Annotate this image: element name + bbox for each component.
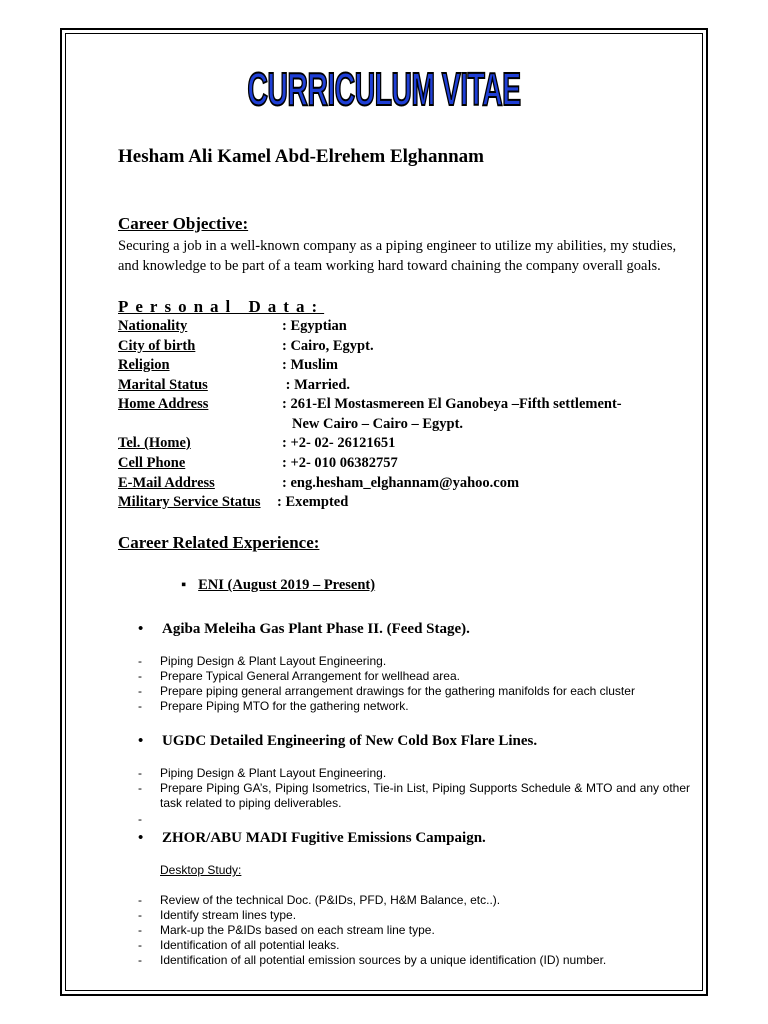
task-text: Review of the technical Doc. (P&IDs, PFD, H&M Balance, etc..). [160,893,501,907]
marital-status-value: : Married. [282,377,351,393]
task-text: Piping Design & Plant Layout Engineering. [160,654,387,668]
task-text: Identify stream lines type. [160,908,297,922]
career-objective-heading: Career Objective: [118,214,249,233]
desktop-study-subheading: Desktop Study: [160,863,242,877]
document-title: CURRICULUM VITAE [247,63,521,115]
project-name: Agiba Meleiha Gas Plant Phase II. (Feed Stage). [162,621,470,637]
task-text: Prepare piping general arrangement drawings for the gathering manifolds for each cluster [160,684,635,698]
task-text: Prepare Piping GA’s, Piping Isometrics, Tie-in List, Piping Supports Schedule & MTO and any other task related to piping deliverables. [160,781,690,810]
home-address-value-line2: New Cairo – Cairo – Egypt. [292,416,464,432]
career-objective-text: Securing a job in a well-known company as a piping engineer to utilize my abilities, my studies, and knowledge to be part of a team working hard toward chaining the company overall goals. [118,238,677,274]
email-value: : eng.hesham_elghannam@yahoo.com [282,475,520,491]
nationality-value: : Egyptian [282,318,347,334]
military-status-label: Military Service Status [118,494,261,510]
military-status-value: : Exempted [277,494,349,510]
city-of-birth-value: : Cairo, Egypt. [282,338,374,354]
job-entry [181,577,375,594]
project-name: UGDC Detailed Engineering of New Cold Box Flare Lines. [162,733,538,749]
square-bullet-icon: ▪ [181,577,187,593]
nationality-label: Nationality [118,318,188,334]
project-name: ZHOR/ABU MADI Fugitive Emissions Campaign. [162,830,486,846]
task-text: Prepare Piping MTO for the gathering network. [160,699,409,713]
home-address-value: : 261-El Mostasmereen El Ganobeya –Fifth settlement- [282,396,622,412]
page-border-inner [65,33,703,991]
tel-home-label: Tel. (Home) [118,435,191,451]
personal-data-heading: Personal Data: [118,297,325,316]
city-of-birth-label: City of birth [118,338,196,354]
email-label: E-Mail Address [118,475,215,491]
task-text: Identification of all potential emission sources by a unique identification (ID) number. [160,953,607,967]
religion-value: : Muslim [282,357,338,373]
task-text: Mark-up the P&IDs based on each stream line type. [160,923,435,937]
cell-phone-label: Cell Phone [118,455,186,471]
task-text: Prepare Typical General Arrangement for wellhead area. [160,669,460,683]
project-heading [138,621,470,638]
bullet-icon: • [138,830,144,846]
marital-status-label: Marital Status [118,377,208,393]
cell-phone-value: : +2- 010 06382757 [282,455,398,471]
candidate-name: Hesham Ali Kamel Abd-Elrehem Elghannam [118,146,484,167]
task-text: Piping Design & Plant Layout Engineering. [160,766,387,780]
job-title: ENI (August 2019 – Present) [198,577,376,593]
bullet-icon: • [138,733,144,749]
project-heading [138,830,486,847]
project-heading [138,733,537,750]
tel-home-value: : +2- 02- 26121651 [282,435,396,451]
bullet-icon: • [138,621,144,637]
home-address-label: Home Address [118,396,209,412]
religion-label: Religion [118,357,170,373]
career-experience-heading: Career Related Experience: [118,533,320,552]
task-text: Identification of all potential leaks. [160,938,340,952]
